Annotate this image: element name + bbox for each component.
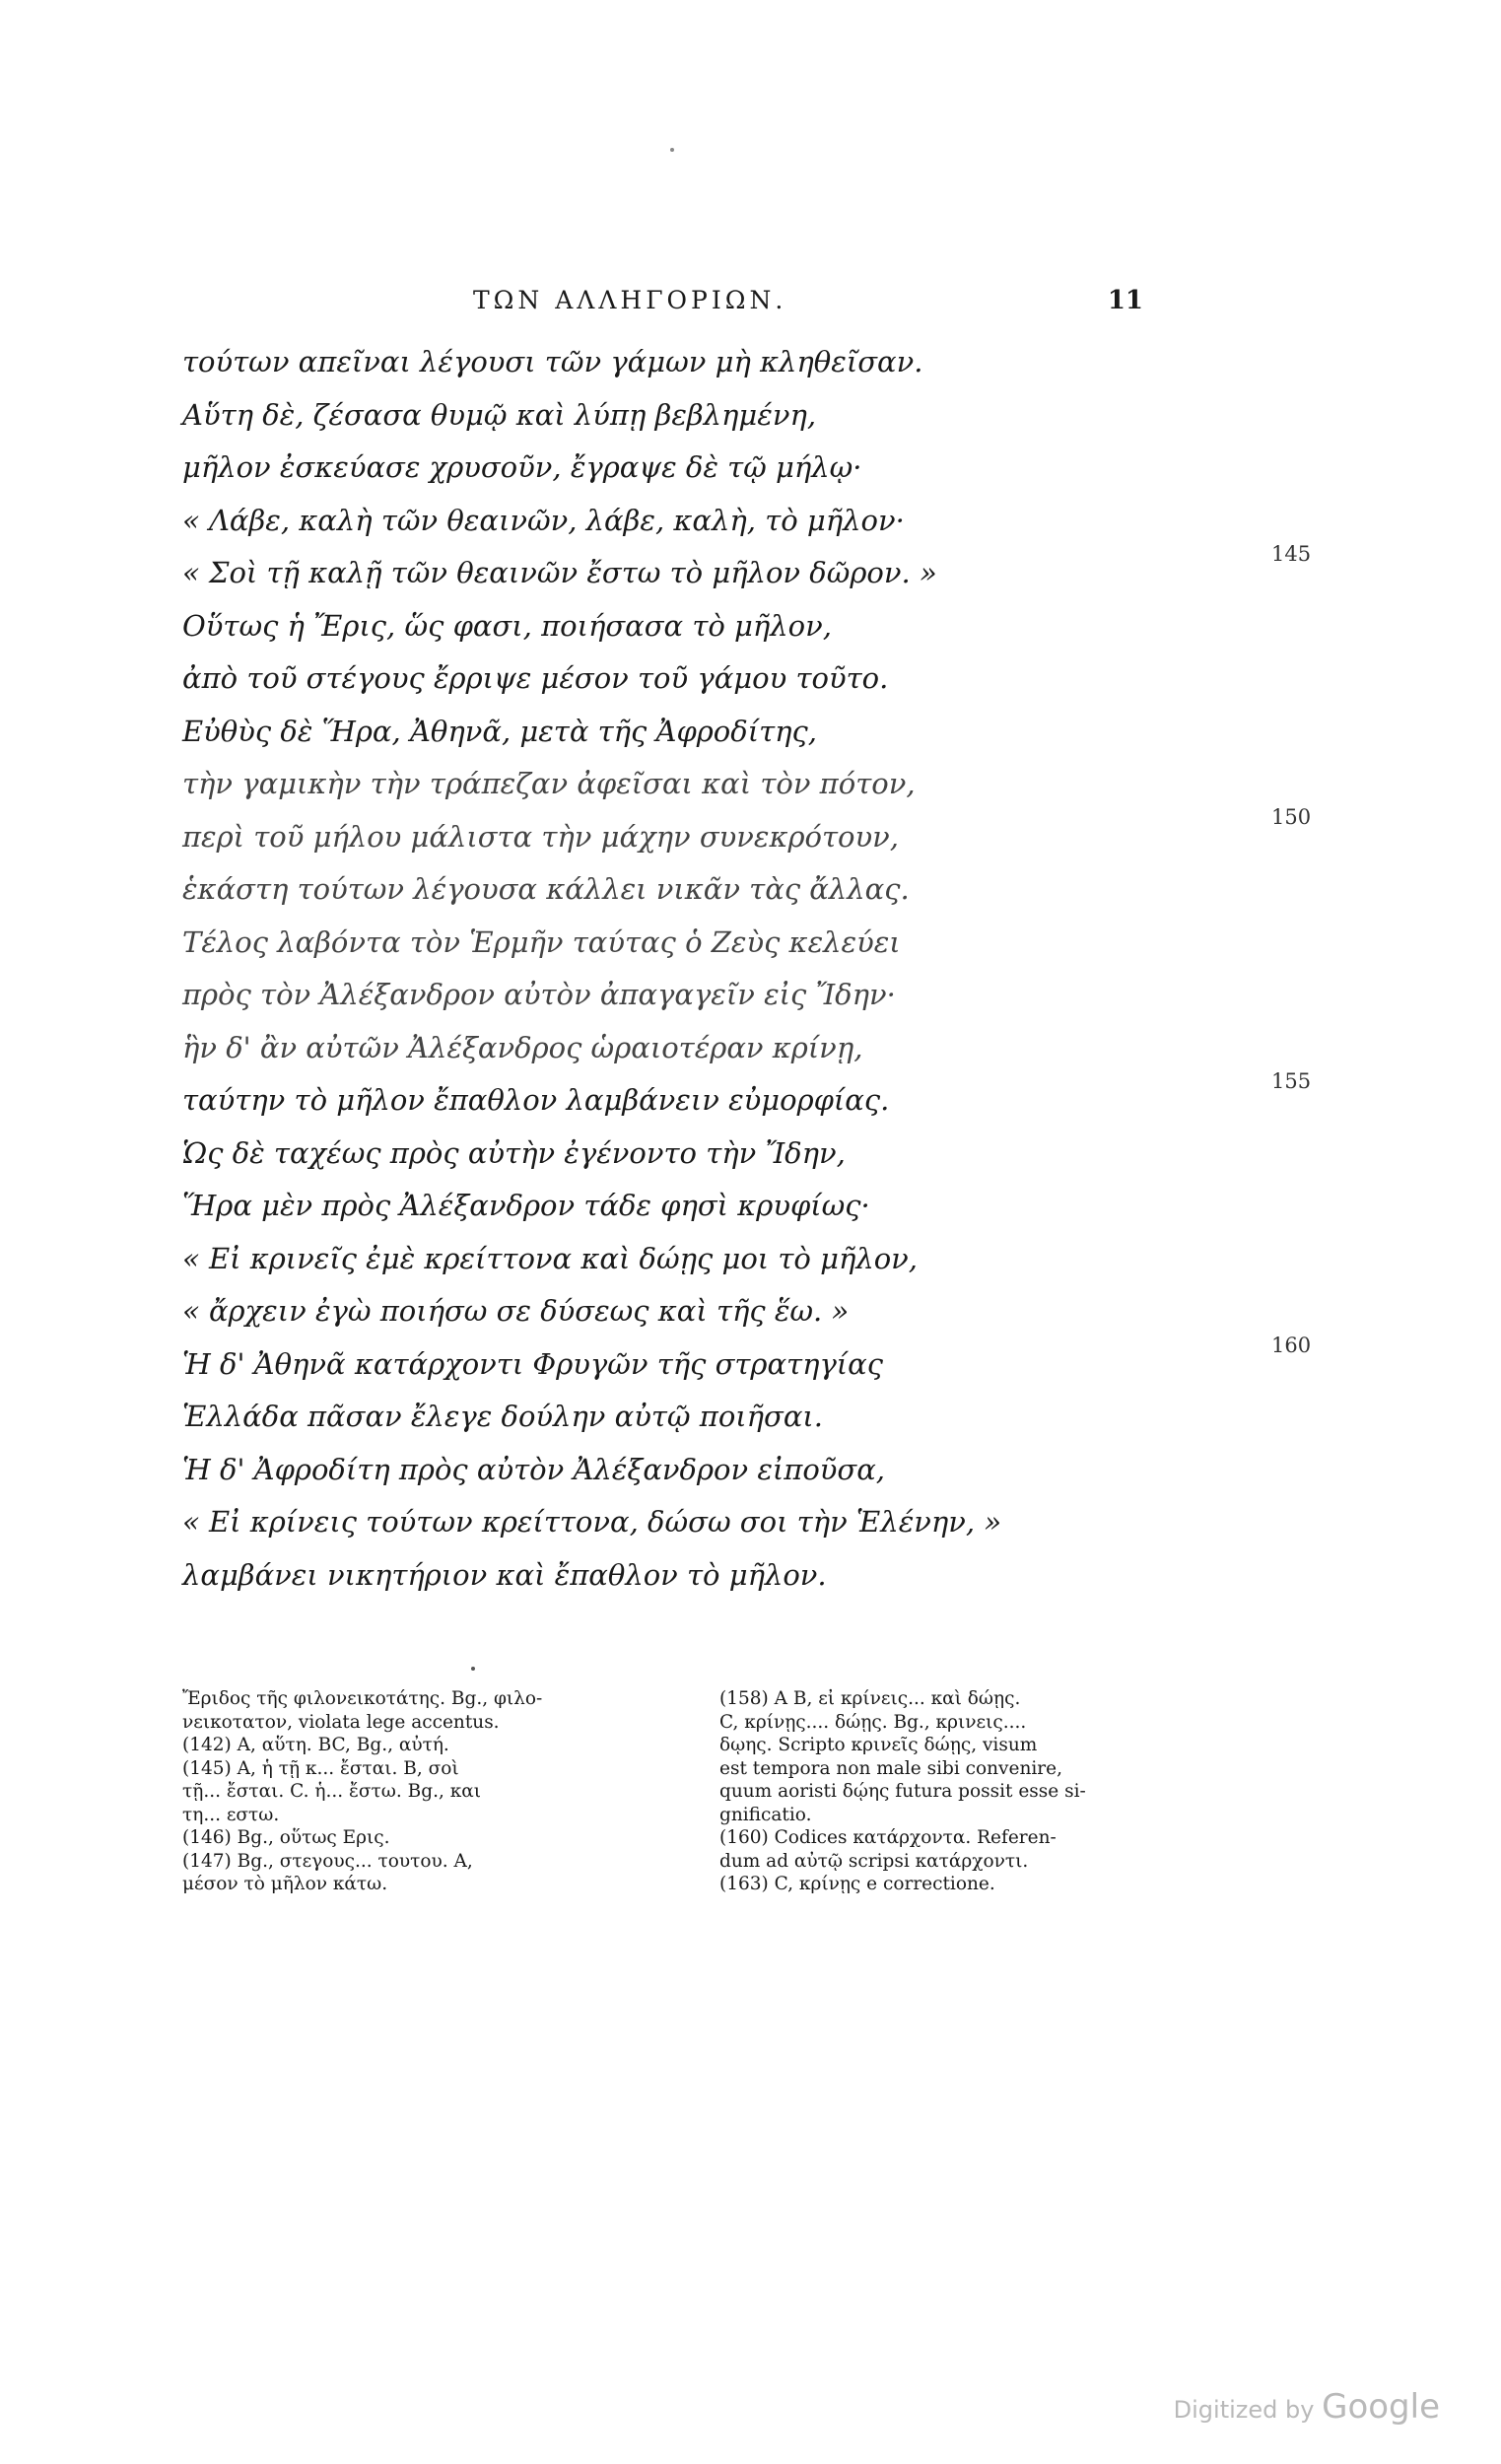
footnote-line: τῇ... ἔσται. C. ἡ... ἔστω. Bg., και bbox=[182, 1781, 482, 1802]
poem-line: « Εἰ κρινεῖς ἐμὲ κρείττονα καὶ δώῃς μοι τὸ μῆλον, bbox=[182, 1241, 918, 1275]
poem-line: τούτων απεῖναι λέγουσι τῶν γάμων μὴ κληθεῖσαν. bbox=[182, 345, 923, 378]
ink-speck bbox=[670, 148, 674, 152]
line-number-145: 145 bbox=[1271, 542, 1312, 566]
footnote-line: (145) A, ἡ τῇ κ... ἔσται. B, σοὶ bbox=[182, 1757, 459, 1779]
poem-line: μῆλον ἐσκεύασε χρυσοῦν, ἔγραψε δὲ τῷ μήλῳ· bbox=[182, 450, 862, 484]
footnotes-right-column bbox=[719, 1687, 1183, 1896]
footnote-line: δῳης. Scripto κρινεῖς δώῃς, visum bbox=[719, 1735, 1038, 1755]
footnote-line: (160) Codices κατάρχοντα. Referen- bbox=[719, 1827, 1057, 1848]
footnote-line: C, κρίνῃς.... δώῃς. Bg., κρινεις.... bbox=[719, 1711, 1027, 1733]
poem-line: Αὕτη δὲ, ζέσασα θυμῷ καὶ λύπῃ βεβλημένη, bbox=[182, 397, 817, 432]
poem-line: Οὕτως ἡ Ἔρις, ὥς φασι, ποιήσασα τὸ μῆλον, bbox=[182, 608, 832, 643]
poem-line: Ἥρα μὲν πρὸς Ἀλέξανδρον τάδε φησὶ κρυφίως· bbox=[182, 1189, 870, 1222]
poem-line: ταύτην τὸ μῆλον ἔπαθλον λαμβάνειν εὐμορφίας. bbox=[182, 1083, 890, 1117]
poem-line: πρὸς τὸν Ἀλέξανδρον αὐτὸν ἀπαγαγεῖν εἰς Ἴδην· bbox=[182, 978, 896, 1011]
poem-line: Ὡς δὲ ταχέως πρὸς αὐτὴν ἐγένοντο τὴν Ἴδην, bbox=[182, 1135, 846, 1170]
line-number-160: 160 bbox=[1271, 1334, 1312, 1357]
poem-line: Ἡ δ' Ἀφροδίτη πρὸς αὐτὸν Ἀλέξανδρον εἰποῦσα, bbox=[182, 1452, 886, 1486]
poem-line: Τέλος λαβόντα τὸν Ἑρμῆν ταύτας ὁ Ζεὺς κελεύει bbox=[182, 924, 901, 959]
poem-line: Ἑλλάδα πᾶσαν ἔλεγε δούλην αὐτῷ ποιῆσαι. bbox=[182, 1400, 823, 1433]
poem-line: λαμβάνει νικητήριον καὶ ἔπαθλον τὸ μῆλον. bbox=[182, 1557, 827, 1592]
footnote-line: νεικοτατον, violata lege accentus. bbox=[182, 1711, 500, 1733]
poem-line: περὶ τοῦ μήλου μάλιστα τὴν μάχην συνεκρότουν, bbox=[182, 819, 899, 854]
footnote-line: gnificatio. bbox=[719, 1804, 812, 1825]
footnote-line: Ἔριδος τῆς φιλονεικοτάτης. Bg., φιλο- bbox=[182, 1688, 543, 1709]
poem-line: « ἄρχειν ἐγὼ ποιήσω σε δύσεως καὶ τῆς ἕω. » bbox=[182, 1294, 850, 1328]
footnote-line: τη... εστω. bbox=[182, 1804, 280, 1825]
line-number-155: 155 bbox=[1271, 1069, 1312, 1093]
footnote-line: (147) Bg., στεγους... τουτου. A, bbox=[182, 1850, 473, 1872]
footnote-line: quum aoristi δῴης futura possit esse si- bbox=[719, 1781, 1086, 1802]
footnote-line: (146) Bg., οὕτως Ερις. bbox=[182, 1827, 390, 1848]
header-title: ΤΩΝ ΑΛΛΗΓΟΡΙΩΝ. bbox=[473, 286, 787, 314]
poem-line: Εὐθὺς δὲ Ἥρα, Ἀθηνᾶ, μετὰ τῆς Ἀφροδίτης, bbox=[182, 714, 817, 748]
poem-line: ἑκάστη τούτων λέγουσα κάλλει νικᾶν τὰς ἄλλας. bbox=[182, 872, 910, 906]
poem-line: Ἡ δ' Ἀθηνᾶ κατάρχοντι Φρυγῶν τῆς στρατηγίας bbox=[182, 1346, 883, 1381]
digitized-watermark bbox=[1174, 2387, 1440, 2427]
footnote-line: est tempora non male sibi convenire, bbox=[719, 1757, 1062, 1779]
google-logo: Google bbox=[1322, 2387, 1440, 2427]
poem-line: « Σοὶ τῇ καλῇ τῶν θεαινῶν ἔστω τὸ μῆλον δῶρον. » bbox=[182, 556, 937, 589]
footnote-line: (142) A, αὕτη. BC, Bg., αὐτή. bbox=[182, 1735, 449, 1755]
ink-speck bbox=[471, 1667, 475, 1671]
poem-line: « Λάβε, καλὴ τῶν θεαινῶν, λάβε, καλὴ, τὸ μῆλον· bbox=[182, 503, 905, 537]
line-number-150: 150 bbox=[1271, 805, 1312, 829]
footnote-line: dum ad αὐτῷ scripsi κατάρχοντι. bbox=[719, 1850, 1029, 1872]
poem-line: « Εἰ κρίνεις τούτων κρείττονα, δώσω σοι τὴν Ἑλένην, » bbox=[182, 1505, 1002, 1539]
watermark-prefix: Digitized by bbox=[1173, 2396, 1315, 2424]
footnotes-left-column bbox=[182, 1687, 646, 1896]
poem-line: ἀπὸ τοῦ στέγους ἔρριψε μέσον τοῦ γάμου τοῦτο. bbox=[182, 661, 889, 695]
footnote-line: μέσον τὸ μῆλον κάτω. bbox=[182, 1874, 388, 1894]
footnote-line: (163) C, κρίνῃς e correctione. bbox=[719, 1874, 995, 1894]
poem-line: ἣν δ' ἂν αὐτῶν Ἀλέξανδρος ὡραιοτέραν κρίνῃ, bbox=[182, 1030, 863, 1064]
page-number: 11 bbox=[1107, 286, 1143, 315]
footnote-line: (158) A B, εἰ κρίνεις... καὶ δώῃς. bbox=[719, 1688, 1021, 1709]
poem-line: τὴν γαμικὴν τὴν τράπεζαν ἀφεῖσαι καὶ τὸν πότον, bbox=[182, 767, 916, 800]
running-header bbox=[177, 286, 1143, 325]
poem-text bbox=[182, 345, 1312, 1610]
